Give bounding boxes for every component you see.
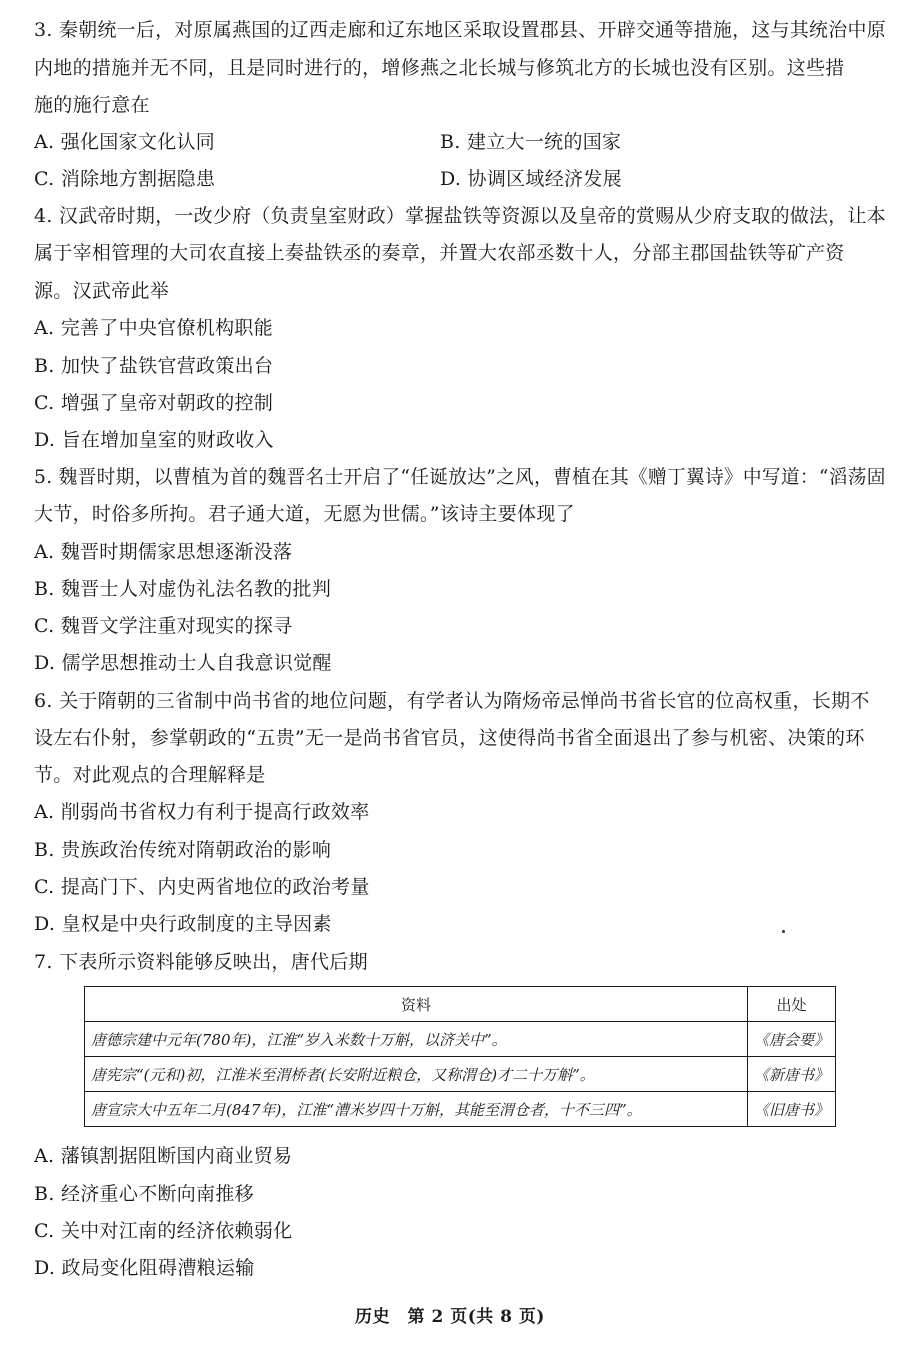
q4-option-c: C. 增强了皇帝对朝政的控制 — [34, 392, 274, 414]
q3-option-b: B. 建立大一统的国家 — [440, 131, 622, 153]
table-header-source: 出处 — [747, 987, 835, 1022]
q6-option-b: B. 贵族政治传统对隋朝政治的影响 — [34, 839, 332, 861]
scan-speck — [782, 930, 785, 933]
q6-option-d: D. 皇权是中央行政制度的主导因素 — [34, 913, 332, 935]
q5-stem-line-2: 大节，时俗多所拘。君子通大道，无愿为世儒。”该诗主要体现了 — [34, 503, 575, 525]
table-header-material: 资料 — [85, 987, 748, 1022]
q6-stem-line-1: 6. 关于隋朝的三省制中尚书省的地位问题，有学者认为隋炀帝忌惮尚书省长官的位高权重，长期不 — [34, 690, 870, 712]
q4-option-a: A. 完善了中央官僚机构职能 — [34, 317, 274, 339]
q3-option-c: C. 消除地方割据隐患 — [34, 168, 216, 190]
q5-stem-line-1: 5. 魏晋时期，以曹植为首的魏晋名士开启了“任诞放达”之风，曹植在其《赠丁翼诗》中写道：“滔荡固 — [34, 466, 886, 488]
q3-stem-line-1: 3. 秦朝统一后，对原属燕国的辽西走廊和辽东地区采取设置郡县、开辟交通等措施，这与其统治中原 — [34, 19, 886, 41]
q3-option-d: D. 协调区域经济发展 — [440, 168, 622, 190]
q7-source-table — [84, 986, 836, 1127]
q5-option-c: C. 魏晋文学注重对现实的探寻 — [34, 615, 293, 637]
page-footer: 历史 第 2 页(共 8 页) — [355, 1307, 545, 1327]
q4-stem-line-2: 属于宰相管理的大司农直接上奏盐铁丞的奏章，并置大农部丞数十人，分部主郡国盐铁等矿产资 — [34, 242, 845, 264]
table-header-row — [85, 987, 836, 1022]
table-cell-material: 唐宪宗“(元和)初，江淮米至渭桥者(长安附近粮仓，又称渭仓)才二十万斛”。 — [85, 1057, 748, 1092]
table-row — [85, 1022, 836, 1057]
q6-option-c: C. 提高门下、内史两省地位的政治考量 — [34, 876, 370, 898]
q5-option-a: A. 魏晋时期儒家思想逐渐没落 — [34, 541, 293, 563]
q7-stem: 7. 下表所示资料能够反映出，唐代后期 — [34, 951, 368, 973]
q3-stem-line-3: 施的施行意在 — [34, 94, 150, 116]
table-cell-source: 《新唐书》 — [747, 1057, 835, 1092]
q7-option-a: A. 藩镇割据阻断国内商业贸易 — [34, 1145, 293, 1167]
q3-option-a: A. 强化国家文化认同 — [34, 131, 216, 153]
q6-stem-line-2: 设左右仆射，参掌朝政的“五贵”无一是尚书省官员，这使得尚书省全面退出了参与机密、决策的环 — [34, 727, 865, 749]
table-cell-source: 《唐会要》 — [747, 1022, 835, 1057]
q5-option-d: D. 儒学思想推动士人自我意识觉醒 — [34, 652, 332, 674]
q3-stem-line-2: 内地的措施并无不同，且是同时进行的，增修燕之北长城与修筑北方的长城也没有区别。这些措 — [34, 57, 845, 79]
q7-option-d: D. 政局变化阻碍漕粮运输 — [34, 1257, 255, 1279]
table-cell-source: 《旧唐书》 — [747, 1092, 835, 1127]
q6-option-a: A. 削弱尚书省权力有利于提高行政效率 — [34, 801, 370, 823]
q6-stem-line-3: 节。对此观点的合理解释是 — [34, 764, 266, 786]
q7-option-c: C. 关中对江南的经济依赖弱化 — [34, 1220, 293, 1242]
table-cell-material: 唐德宗建中元年(780年)，江淮“岁入米数十万斛，以济关中”。 — [85, 1022, 748, 1057]
q4-stem-line-3: 源。汉武帝此举 — [34, 280, 170, 302]
q4-stem-line-1: 4. 汉武帝时期，一改少府（负责皇室财政）掌握盐铁等资源以及皇帝的赏赐从少府支取的做法，让本 — [34, 205, 886, 227]
table-cell-material: 唐宣宗大中五年二月(847年)，江淮“漕米岁四十万斛，其能至渭仓者，十不三四”。 — [85, 1092, 748, 1127]
table-row — [85, 1092, 836, 1127]
table-row — [85, 1057, 836, 1092]
q4-option-d: D. 旨在增加皇室的财政收入 — [34, 429, 274, 451]
q7-option-b: B. 经济重心不断向南推移 — [34, 1183, 254, 1205]
q5-option-b: B. 魏晋士人对虚伪礼法名教的批判 — [34, 578, 332, 600]
q4-option-b: B. 加快了盐铁官营政策出台 — [34, 355, 274, 377]
